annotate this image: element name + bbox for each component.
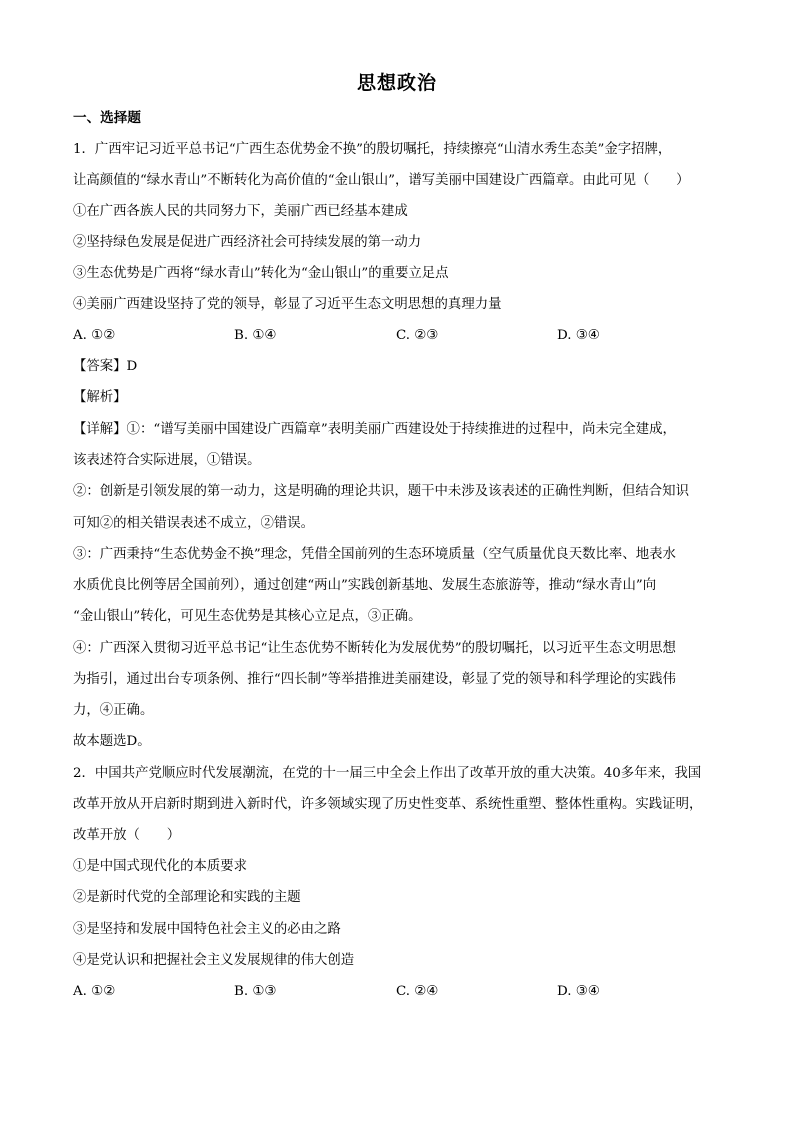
q1-analysis-line-1: 【详解】①：“谱写美丽中国建设广西篇章”表明美丽广西建设处于持续推进的过程中，尚未完全建成， bbox=[73, 422, 676, 437]
q1-analysis-line-11: 故本题选D。 bbox=[73, 734, 151, 749]
q1-analysis-line-9: 为指引，通过出台专项条例、推行“四长制”等举措推进美丽建设，彰显了党的领导和科学理论的实践伟 bbox=[73, 672, 676, 687]
q1-stem-line-2: 让高颜值的“绿水青山”不断转化为高价值的“金山银山”，谱写美丽中国建设广西篇章。由此可见（ ） bbox=[73, 173, 690, 188]
q1-answer: 【答案】D bbox=[73, 359, 138, 374]
q1-option-b: B. ①④ bbox=[234, 328, 277, 343]
page-title: 思想政治 bbox=[356, 72, 437, 94]
q1-analysis-line-10: 力，④正确。 bbox=[73, 703, 154, 718]
q2-statement-1: ①是中国式现代化的本质要求 bbox=[73, 859, 248, 874]
q1-analysis-line-5: ③：广西秉持“生态优势金不换”理念，凭借全国前列的生态环境质量（空气质量优良天数比率、地表水 bbox=[73, 547, 676, 562]
q2-option-c: C. ②④ bbox=[396, 984, 439, 999]
q1-analysis-line-2: 该表述符合实际进展，①错误。 bbox=[73, 453, 261, 468]
q1-statement-1: ①在广西各族人民的共同努力下，美丽广西已经基本建成 bbox=[73, 204, 408, 219]
q2-option-b: B. ①③ bbox=[234, 984, 277, 999]
q1-option-a: A. ①② bbox=[73, 328, 116, 343]
q1-statement-4: ④美丽广西建设坚持了党的领导，彰显了习近平生态文明思想的真理力量 bbox=[73, 297, 502, 312]
q2-stem-line-3: 改革开放（ ） bbox=[73, 828, 181, 843]
q1-analysis-line-8: ④：广西深入贯彻习近平总书记“让生态优势不断转化为发展优势”的殷切嘱托，以习近平生态文明思想 bbox=[73, 641, 676, 656]
q1-stem-line-1: 1．广西牢记习近平总书记“广西生态优势金不换”的殷切嘱托，持续擦亮“山清水秀生态美”金字招牌， bbox=[73, 142, 672, 157]
q2-statement-3: ③是坚持和发展中国特色社会主义的必由之路 bbox=[73, 922, 341, 937]
q2-option-a: A. ①② bbox=[73, 984, 116, 999]
q2-stem-line-1: 2．中国共产党顺应时代发展潮流，在党的十一届三中全会上作出了改革开放的重大决策。40多年来，我国 bbox=[73, 766, 702, 781]
q1-analysis-line-6: 水质优良比例等居全国前列），通过创建“两山”实践创新基地、发展生态旅游等，推动“绿水青山”向 bbox=[73, 578, 657, 593]
q1-analysis-heading: 【解析】 bbox=[73, 390, 127, 405]
q1-analysis-line-3: ②：创新是引领发展的第一动力，这是明确的理论共识，题干中未涉及该表述的正确性判断，但结合知识 bbox=[73, 484, 689, 499]
q1-analysis-line-4: 可知②的相关错误表述不成立，②错误。 bbox=[73, 516, 315, 531]
section-heading: 一、选择题 bbox=[73, 110, 141, 126]
q1-statement-3: ③生态优势是广西将“绿水青山”转化为“金山银山”的重要立足点 bbox=[73, 266, 449, 281]
q1-option-d: D. ③④ bbox=[557, 328, 600, 343]
q2-statement-2: ②是新时代党的全部理论和实践的主题 bbox=[73, 890, 301, 905]
q1-analysis-line-7: “金山银山”转化，可见生态优势是其核心立足点，③正确。 bbox=[73, 609, 422, 624]
q1-option-c: C. ②③ bbox=[396, 328, 439, 343]
q2-stem-line-2: 改革开放从开启新时期到进入新时代，许多领域实现了历史性变革、系统性重塑、整体性重构。实践证明， bbox=[73, 797, 703, 812]
q1-statement-2: ②坚持绿色发展是促进广西经济社会可持续发展的第一动力 bbox=[73, 235, 422, 250]
q2-option-d: D. ③④ bbox=[557, 984, 600, 999]
q2-statement-4: ④是党认识和把握社会主义发展规律的伟大创造 bbox=[73, 953, 355, 968]
